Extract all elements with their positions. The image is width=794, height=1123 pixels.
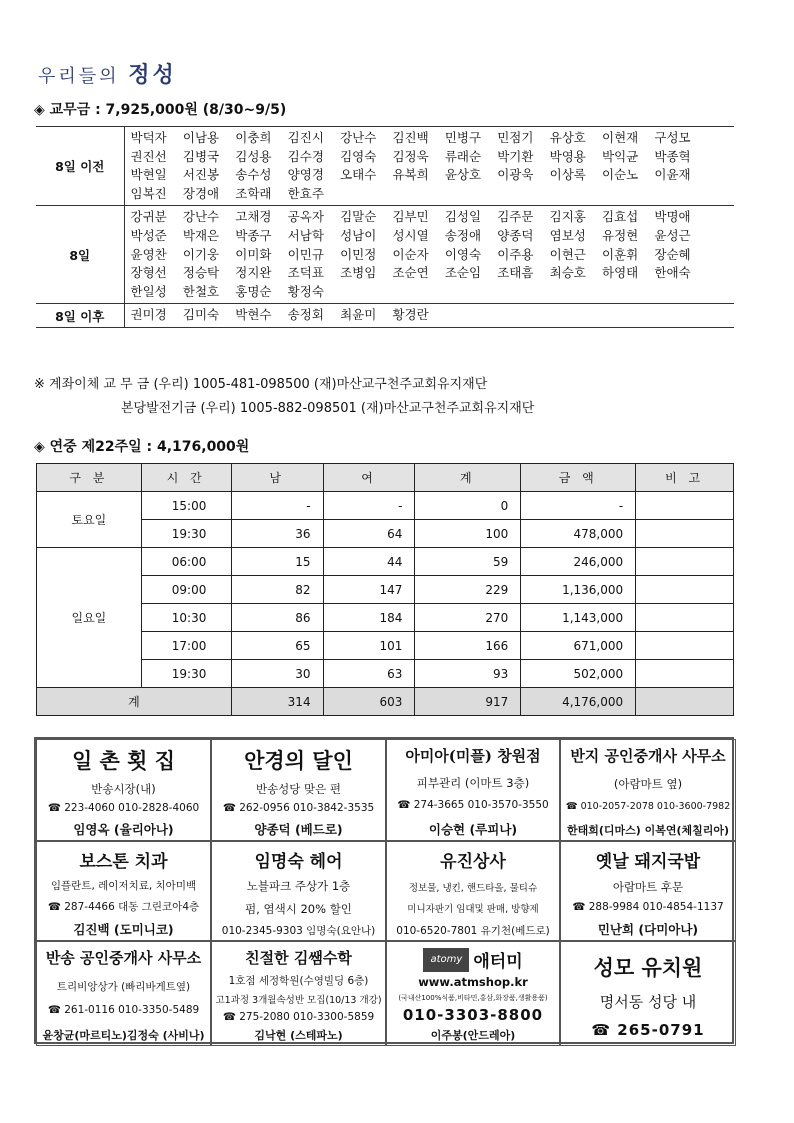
ad-phone: 010-2345-9303 임명숙(요안나) (221, 924, 376, 937)
cell-note (636, 492, 734, 520)
cell-amount: 1,136,000 (521, 576, 636, 604)
donor-name: 장형선 (130, 265, 167, 281)
ad-glasses (211, 739, 386, 841)
ad-title: 보스톤 치과 (79, 852, 168, 872)
donor-name: 고채경 (235, 209, 272, 225)
donor-name: 김주문 (497, 209, 534, 225)
donor-name: 강난수 (340, 130, 377, 145)
donor-name: 장순혜 (654, 246, 691, 262)
donation-table (36, 126, 734, 328)
table-row (37, 520, 734, 548)
ad-phone: 010-6520-7801 유기천(베드로) (396, 924, 550, 937)
donor-name: 임복진 (130, 185, 167, 201)
donor-name: 양영경 (287, 167, 324, 183)
donor-name: 정승탁 (182, 265, 220, 281)
cell-total: 59 (415, 548, 521, 576)
ad-title: 친절한 김쌤수학 (245, 949, 352, 967)
donation-names (124, 206, 734, 304)
collection-heading: ◈ 연중 제22주일 : 4,176,000원 (34, 439, 250, 455)
donor-name: 성남이 (340, 227, 377, 243)
donor-name: 조덕표 (287, 265, 324, 281)
cell-amount: - (521, 492, 636, 520)
saturday-label: 토요일 (37, 492, 142, 548)
donor-name: 김정욱 (392, 148, 429, 164)
cell-time: 06:00 (141, 548, 231, 576)
table-row (37, 548, 734, 576)
donor-name: 이순자 (392, 246, 429, 262)
donor-name: 염보성 (549, 227, 586, 243)
donor-name: 이훈휘 (602, 246, 639, 262)
account-line-1: ※ 계좌이체 교 무 금 (우리) 1005-481-098500 (재)마산교구천주교회유지재단 (34, 377, 488, 392)
cell-male: 82 (231, 576, 323, 604)
ad-hair (211, 841, 386, 941)
total-row (37, 688, 734, 716)
ad-line: 펌, 염색시 20% 할인 (245, 901, 352, 916)
cell-amount: 478,000 (521, 520, 636, 548)
ad-owner: 한태희(디마스) 이복연(체칠리아) (566, 823, 730, 837)
cell-male: 15 (231, 548, 323, 576)
ad-phone: 010-3303-8800 (402, 1005, 544, 1024)
donor-name: 민병구 (444, 130, 482, 145)
donor-name: 이주용 (497, 246, 534, 262)
donor-name: 이미화 (235, 246, 272, 262)
cell-total: 166 (415, 632, 521, 660)
ad-owner: 민난희 (다미아나) (597, 921, 699, 937)
ad-owner: 김낙현 (스테파노) (254, 1029, 343, 1042)
section-title (38, 58, 177, 89)
header-amount: 금 액 (521, 464, 636, 492)
donor-name: 이순노 (602, 167, 639, 183)
ad-line: 1호점 세정학원(수영빌딩 6층) (228, 974, 369, 987)
cell-total: 270 (415, 604, 521, 632)
ad-phone: ☎ 288-9984 010-4854-1137 (572, 901, 724, 914)
collection-header-row (37, 464, 734, 492)
donor-name: 이광욱 (497, 167, 534, 183)
cell-amount: 1,143,000 (521, 604, 636, 632)
ad-phone: ☎ 275-2080 010-3300-5859 (222, 1010, 375, 1023)
cell-male: 86 (231, 604, 323, 632)
donation-row-on (36, 206, 734, 304)
cell-amount: 671,000 (521, 632, 636, 660)
ad-ilchon (36, 739, 211, 841)
ad-amia (386, 739, 560, 841)
cell-note (636, 604, 734, 632)
donor-name: 서진봉 (182, 167, 220, 183)
cell-female: 101 (323, 632, 415, 660)
donor-name: 김수경 (287, 148, 324, 164)
ad-phone: ☎ 223-4060 010-2828-4060 (47, 802, 200, 815)
donor-name: 송정회 (287, 307, 324, 323)
header-category: 구 분 (37, 464, 142, 492)
title-main: 정성 (128, 62, 177, 88)
donor-name: 강난수 (182, 209, 220, 225)
donor-name: 김진백 (392, 130, 429, 145)
cell-total: 100 (415, 520, 521, 548)
donor-name: 송정애 (444, 227, 482, 243)
header-female: 여 (323, 464, 415, 492)
donor-name: 김진시 (287, 130, 324, 145)
ad-bansong-realty (36, 941, 211, 1046)
donor-name: 윤상호 (444, 167, 482, 183)
collection-table (36, 463, 734, 716)
ad-title: 아미아(미플) 창원점 (405, 747, 541, 765)
table-row (37, 576, 734, 604)
donor-name: 한일성 (130, 283, 167, 299)
cell-female: 64 (323, 520, 415, 548)
total-female: 603 (323, 688, 415, 716)
header-time: 시 간 (141, 464, 231, 492)
donor-name: 오태수 (340, 167, 377, 183)
donation-names (124, 127, 734, 206)
cell-total: 93 (415, 660, 521, 688)
donor-name: 박덕자 (130, 130, 167, 145)
cell-time: 19:30 (141, 660, 231, 688)
donor-name: 하영태 (602, 265, 639, 281)
donor-name: 이민규 (287, 246, 324, 262)
donor-name: 이상록 (549, 167, 586, 183)
cell-total: 0 (415, 492, 521, 520)
donor-name: 김미숙 (182, 307, 220, 323)
donor-name: 조학래 (235, 185, 272, 201)
total-note (636, 688, 734, 716)
ad-math (211, 941, 386, 1046)
ad-title: 성모 유치원 (593, 954, 703, 980)
donor-name: 김병국 (182, 148, 220, 164)
cell-female: 63 (323, 660, 415, 688)
donor-name: 이현재 (602, 130, 639, 145)
donor-name: 한애숙 (654, 265, 691, 281)
donor-name: 구성모 (654, 130, 691, 145)
ad-line: 아람마트 후문 (612, 879, 684, 894)
donor-name: 한철호 (182, 283, 220, 299)
donation-heading: ◈ 교무금 : 7,925,000원 (8/30~9/5) (34, 102, 287, 118)
total-sum: 917 (415, 688, 521, 716)
cell-time: 09:00 (141, 576, 231, 604)
atomy-logo-icon: atomy (423, 948, 469, 972)
donor-name: 강귀분 (130, 209, 167, 225)
donor-name: 류래순 (444, 148, 482, 164)
ad-title: 일 촌 횟 집 (71, 748, 176, 773)
donor-name: 김부민 (392, 209, 429, 225)
ad-owner: 임영옥 (율리아나) (73, 821, 174, 837)
ad-grid (34, 737, 734, 1044)
donor-name: 황경란 (392, 307, 429, 323)
ad-gukbap (560, 841, 736, 941)
donor-name: 유정현 (602, 227, 639, 243)
ad-line: 명서동 성당 내 (599, 992, 697, 1011)
ad-line: 반송시장(내) (91, 781, 156, 796)
cell-female: 184 (323, 604, 415, 632)
donor-name: 이민정 (340, 246, 377, 262)
donation-group-label: 8일 이전 (36, 127, 124, 206)
donor-name: 한효주 (287, 185, 324, 201)
donor-name: 이현근 (549, 246, 586, 262)
donor-name: 박익균 (602, 148, 639, 164)
ad-title: 반송 공인중개사 사무소 (45, 949, 202, 967)
cell-male: 30 (231, 660, 323, 688)
ad-line: (국내산100%식품,비타민,홍삼,화장품,생활용품) (398, 993, 548, 1002)
ad-title: 옛날 돼지국밥 (595, 852, 701, 872)
ad-line: 노블파크 주상가 1층 (246, 879, 351, 894)
ad-boston-dental (36, 841, 211, 941)
ad-line: (아람마트 옆) (613, 776, 683, 791)
donor-name: 박종구 (235, 227, 272, 243)
ad-title: 유진상사 (440, 852, 506, 872)
cell-time: 17:00 (141, 632, 231, 660)
donor-name: 조순연 (392, 265, 429, 281)
account-line-2: 본당발전기금 (우리) 1005-882-098501 (재)마산교구천주교회유지재단 (121, 401, 535, 416)
table-row (37, 604, 734, 632)
cell-note (636, 660, 734, 688)
ad-line: 임플란트, 레이저치료, 치아미백 (50, 880, 197, 892)
donor-name: 권진선 (130, 148, 167, 164)
header-male: 남 (231, 464, 323, 492)
donor-name: 이기웅 (182, 246, 220, 262)
ad-phone: ☎ 287-4466 대동 그린코아4층 (47, 901, 200, 913)
total-male: 314 (231, 688, 323, 716)
ad-owner: 윤창균(마르티노)김정숙 (사비나) (42, 1028, 205, 1042)
ad-atomy (386, 941, 560, 1046)
cell-note (636, 520, 734, 548)
cell-male: 65 (231, 632, 323, 660)
ad-line: 고1과정 3개월속성반 모집(10/13 개강) (215, 995, 382, 1006)
cell-note (636, 576, 734, 604)
ad-banji-realty (560, 739, 736, 841)
header-note: 비 고 (636, 464, 734, 492)
cell-female: - (323, 492, 415, 520)
cell-female: 44 (323, 548, 415, 576)
donor-name: 박영용 (549, 148, 586, 164)
donation-group-label: 8일 (36, 206, 124, 304)
cell-time: 15:00 (141, 492, 231, 520)
donor-name: 조순임 (444, 265, 482, 281)
cell-female: 147 (323, 576, 415, 604)
ad-line: 정보물, 냉킨, 핸드타올, 물티슈 (408, 882, 538, 894)
ad-logo-row (390, 947, 556, 972)
total-label: 계 (37, 688, 232, 716)
cell-total: 229 (415, 576, 521, 604)
donor-name: 이영숙 (444, 246, 482, 262)
ad-owner: 김진백 (도미니코) (73, 922, 174, 937)
donor-name: 박종혁 (654, 148, 691, 164)
ad-title: 임명숙 헤어 (254, 852, 343, 872)
donor-name: 최윤미 (340, 307, 377, 323)
table-row (37, 660, 734, 688)
sunday-label: 일요일 (37, 548, 142, 688)
cell-time: 10:30 (141, 604, 231, 632)
donor-name: 김효섭 (602, 209, 639, 225)
cell-note (636, 548, 734, 576)
donor-name: 성시열 (392, 227, 429, 243)
donor-name: 서남학 (287, 227, 324, 243)
donor-name: 공옥자 (287, 209, 324, 225)
donor-name: 송수성 (235, 167, 272, 183)
donation-names (124, 304, 734, 328)
ad-line: 피부관리 (이마트 3층) (416, 775, 530, 790)
donor-name: 민점기 (497, 130, 534, 145)
donor-name: 유상호 (549, 130, 586, 145)
donor-name: 김영숙 (340, 148, 377, 164)
ad-owner: 이승현 (루피나) (428, 821, 518, 837)
donor-name: 이충희 (235, 130, 272, 145)
donor-name: 김성일 (444, 209, 482, 225)
total-amount: 4,176,000 (521, 688, 636, 716)
donor-name: 양종덕 (497, 227, 534, 243)
donor-name: 권미경 (130, 307, 167, 323)
ad-yujin (386, 841, 560, 941)
donor-name: 박현일 (130, 167, 167, 183)
donor-name: 홍명순 (235, 283, 272, 299)
donation-row-before (36, 127, 734, 206)
cell-note (636, 632, 734, 660)
ad-title: 반지 공인중개사 사무소 (570, 747, 726, 765)
table-row (37, 632, 734, 660)
donor-name: 조병임 (340, 265, 377, 281)
donor-name: 박성준 (130, 227, 167, 243)
ad-line: 트리비앙상가 (빠리바게트옆) (56, 980, 191, 993)
ad-owner: 양종덕 (베드로) (254, 821, 343, 837)
donor-name: 윤영찬 (130, 246, 167, 262)
donation-group-label: 8일 이후 (36, 304, 124, 328)
ad-kindergarten (560, 941, 736, 1046)
table-row (37, 492, 734, 520)
ad-phone: ☎ 261-0116 010-3350-5489 (47, 1004, 200, 1017)
donor-name: 김지홍 (549, 209, 586, 225)
donor-name: 황정숙 (287, 283, 324, 299)
donor-name: 장경애 (182, 185, 220, 201)
header-total: 계 (415, 464, 521, 492)
donor-name: 박재은 (182, 227, 220, 243)
donor-name: 박현수 (235, 307, 272, 323)
cell-amount: 246,000 (521, 548, 636, 576)
donor-name: 윤성근 (654, 227, 691, 243)
ad-title: 애터미 (473, 952, 523, 972)
donor-name: 이남용 (182, 130, 220, 145)
ad-title: 안경의 달인 (244, 748, 353, 773)
ad-phone: ☎ 274-3665 010-3570-3550 (397, 799, 549, 812)
cell-time: 19:30 (141, 520, 231, 548)
ad-phone: ☎ 262-0956 010-3842-3535 (222, 802, 375, 815)
donor-name: 김말순 (340, 209, 377, 225)
donor-name: 김성용 (235, 148, 272, 164)
ad-phone: ☎ 265-0791 (591, 1020, 705, 1039)
ad-line: 미니자판기 임대및 판매, 방향제 (407, 904, 539, 916)
donor-name: 조태흠 (497, 265, 534, 281)
donor-name: 최승호 (549, 265, 586, 281)
donor-name: 박기환 (497, 148, 534, 164)
donor-name: 박명애 (654, 209, 691, 225)
ad-phone: ☎ 010-2057-2078 010-3600-7982 (565, 801, 731, 813)
cell-amount: 502,000 (521, 660, 636, 688)
cell-male: 36 (231, 520, 323, 548)
donor-name: 이윤재 (654, 167, 691, 183)
cell-male: - (231, 492, 323, 520)
ad-line: 반송성당 맞은 편 (255, 781, 342, 796)
ad-owner: 이주봉(안드레아) (430, 1029, 516, 1042)
title-prefix: 우리들의 (38, 66, 120, 87)
donor-name: 정지완 (235, 265, 272, 281)
ad-url: www.atmshop.kr (418, 975, 528, 990)
donation-row-after (36, 304, 734, 328)
donor-name: 유복희 (392, 167, 429, 183)
